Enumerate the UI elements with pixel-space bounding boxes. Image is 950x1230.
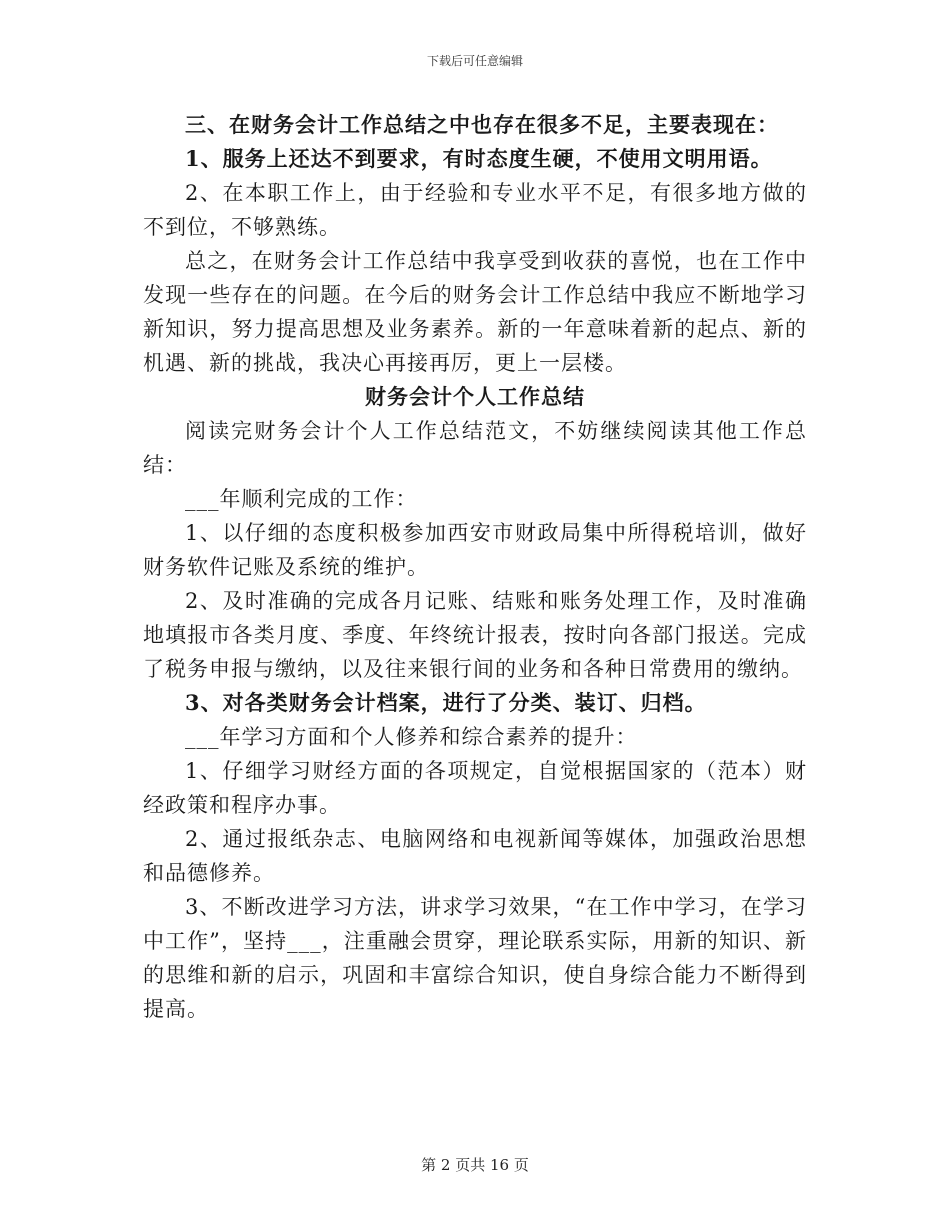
header-note: 下载后可任意编辑 [426, 54, 523, 68]
paragraph-summary: 总之，在财务会计工作总结中我享受到收获的喜悦，也在工作中发现一些存在的问题。在今后的财务会计工作总结中我应不断地学习新知识，努力提高思想及业务素养。新的一年意味着新的起点、新的机遇、新的挑战，我决心再接再厉，更上一层楼。 [143, 249, 807, 375]
paragraph-item-1: 1、服务上还达不到要求，有时态度生硬，不使用文明用语。 [185, 146, 773, 171]
page-number: 第 2 页共 16 页 [421, 1156, 529, 1174]
paragraph-completed-work: ___年顺利完成的工作： [185, 487, 418, 511]
section-title: 财务会计个人工作总结 [365, 384, 585, 409]
paragraph-work-2: 2、及时准确的完成各月记账、结账和账务处理工作，及时准确地填报市各类月度、季度、年终统计报表，按时向各部门报送。完成了税务申报与缴纳，以及往来银行间的业务和各种日常费用的缴纳。 [143, 589, 807, 681]
paragraph-learning-1: 1、仔细学习财经方面的各项规定，自觉根据国家的（范本）财经政策和程序办事。 [143, 759, 807, 817]
paragraph-learning-2: 2、通过报纸杂志、电脑网络和电视新闻等媒体，加强政治思想和品德修养。 [143, 827, 807, 885]
paragraph-work-3: 3、对各类财务会计档案，进行了分类、装订、归档。 [185, 690, 707, 715]
paragraph-item-2: 2、在本职工作上，由于经验和专业水平不足，有很多地方做的不到位，不够熟练。 [143, 181, 807, 239]
paragraph-work-1: 1、以仔细的态度积极参加西安市财政局集中所得税培训，做好财务软件记账及系统的维护。 [143, 521, 807, 579]
document-body [143, 108, 807, 1026]
paragraph-learning-3: 3、不断改进学习方法，讲求学习效果，“在工作中学习，在学习中工作”，坚持___，注重融会贯穿，理论联系实际，用新的知识、新的思维和新的启示，巩固和丰富综合知识，使自身综合能力不断得到提高。 [143, 895, 807, 1021]
paragraph-heading-shortcomings: 三、在财务会计工作总结之中也存在很多不足，主要表现在： [185, 112, 779, 137]
paragraph-intro: 阅读完财务会计个人工作总结范文，不妨继续阅读其他工作总结： [143, 419, 807, 477]
paragraph-learning-heading: ___年学习方面和个人修养和综合素养的提升： [185, 725, 638, 749]
